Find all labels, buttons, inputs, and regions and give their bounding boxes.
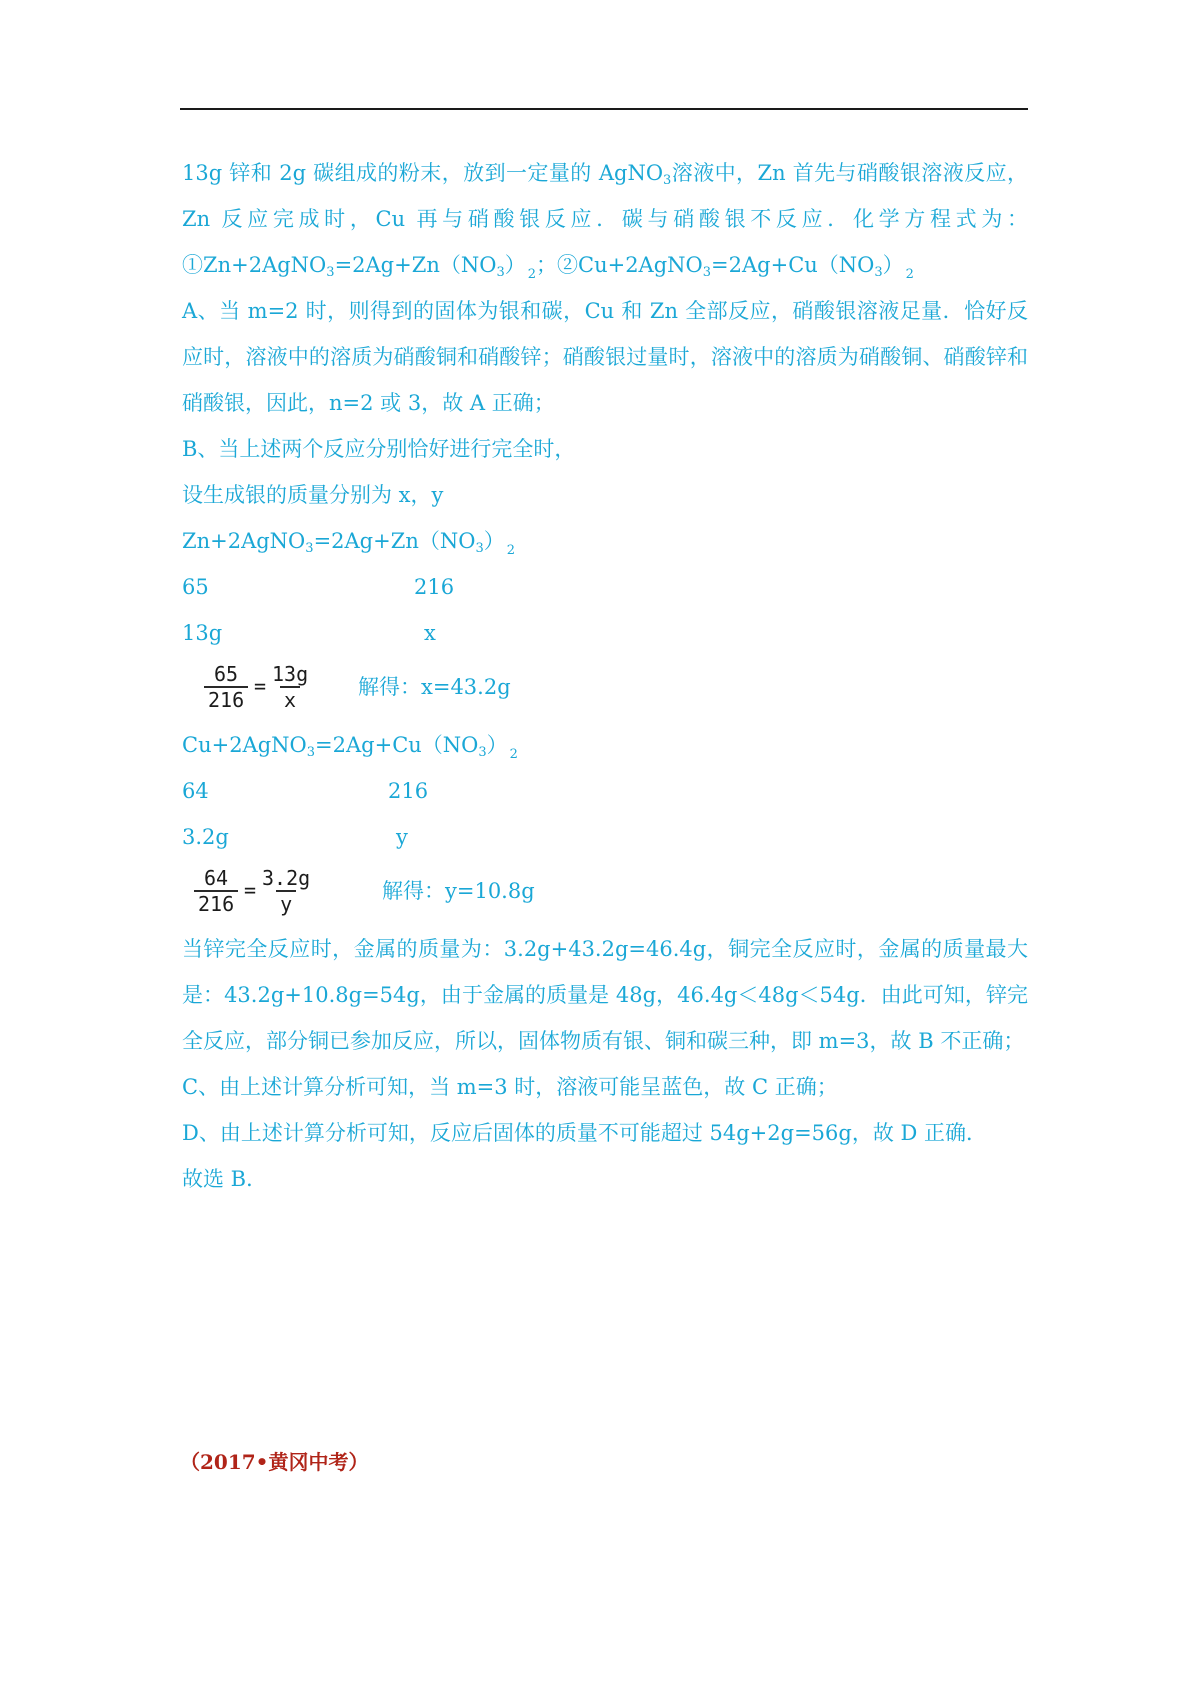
header-rule	[180, 108, 1028, 110]
option-c-analysis: C、由上述计算分析可知，当 m=3 时，溶液可能呈蓝色，故 C 正确；	[182, 1075, 838, 1099]
zn-mass-value: 65	[182, 575, 209, 599]
cu-equation: $Cu+2AgNO_3=2Ag+Cu(NO_3)$ $_2$	[182, 733, 518, 762]
cu-ratio-left: $\frac{64}{216}$	[194, 866, 238, 916]
solution-body	[182, 150, 1028, 1202]
cu-ratio-equals: =	[244, 878, 257, 902]
final-answer: 故选 B．	[182, 1167, 268, 1191]
zn-given-mass: 13g	[182, 621, 223, 645]
option-b-intro: B、当上述两个反应分别恰好进行完全时，	[182, 437, 576, 461]
cu-given-quantities	[182, 814, 1028, 860]
zn-molar-masses	[182, 564, 1028, 610]
ag-mass-value: 216	[414, 575, 455, 599]
zn-ratio-right: $\frac{13g}{x}$	[272, 662, 309, 712]
ag-mass-value-2: 216	[388, 779, 429, 803]
zn-proportion-row	[182, 656, 1028, 722]
option-b-result: 当锌完全反应时，金属的质量为：3.2g+43.2g=46.4g，铜完全反应时，金属的质量最大是：43.2g+10.8g=54g，由于金属的质量是 48g，46.4g＜48g＜54g．由此可知，锌完全反应，部分铜已参加反应，所以，固体物质有银、铜和碳三种，即 m=3，故 B 不正确；	[182, 937, 1028, 1053]
cu-proportion-image	[194, 866, 314, 918]
cu-mass-value: 64	[182, 779, 209, 803]
ag-unknown-x: x	[424, 621, 436, 645]
zn-ratio-left: $\frac{65}{216}$	[204, 662, 248, 712]
cu-ratio-right: $\frac{3.2g}{y}$	[262, 866, 311, 916]
cu-molar-masses	[182, 768, 1028, 814]
ag-unknown-y: y	[396, 825, 408, 849]
intro-paragraph: 13g 锌和 2g 碳组成的粉末，放到一定量的 AgNO$_3$溶液中，Zn 首先与硝酸银溶液反应，Zn 反应完成时，Cu 再与硝酸银反应．碳与硝酸银不反应．化学方程式为：$①Zn+2AgNO_3=2Ag+Zn(NO_3)$ $_2$；$②Cu+2AgNO_3=2Ag+Cu(NO_3)$ $_2$	[182, 161, 1028, 282]
zn-ratio-equals: =	[254, 674, 267, 698]
zn-proportion-image	[204, 662, 324, 714]
variable-definition: 设生成银的质量分别为 x，y	[182, 483, 444, 507]
cu-given-mass: 3.2g	[182, 825, 229, 849]
cu-proportion-row	[182, 860, 1028, 926]
cu-solution-y: 解得：y=10.8g	[382, 879, 535, 903]
option-d-analysis: D、由上述计算分析可知，反应后固体的质量不可能超过 54g+2g=56g，故 D 正确．	[182, 1121, 988, 1145]
option-a-analysis: A、当 m=2 时，则得到的固体为银和碳，Cu 和 Zn 全部反应，硝酸银溶液足量．恰好反应时，溶液中的溶质为硝酸铜和硝酸锌；硝酸银过量时，溶液中的溶质为硝酸铜、硝酸锌和硝酸银，因此，n=2 或 3，故 A 正确；	[182, 299, 1028, 415]
exam-source-label: （2017•黄冈中考）	[180, 1450, 369, 1474]
zn-equation: $Zn+2AgNO_3=2Ag+Zn(NO_3)$ $_2$	[182, 529, 515, 558]
zn-given-quantities	[182, 610, 1028, 656]
zn-solution-x: 解得：x=43.2g	[358, 675, 511, 699]
